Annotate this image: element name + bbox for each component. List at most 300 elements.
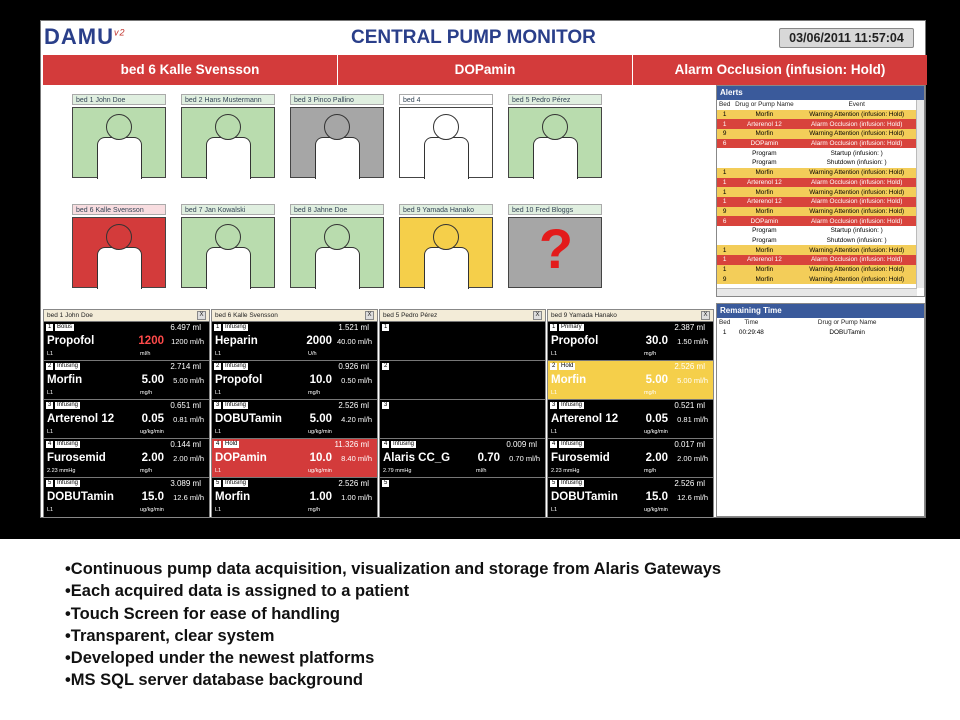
pump-rate-ml: 0.81 ml/h [677,415,708,424]
alert-event: Startup (infusion: ) [830,149,883,157]
pump-unit: mg/h [644,468,657,474]
bed-label: bed 4 [399,94,493,105]
pump-unit: U/h [308,351,317,357]
alert-bed: 1 [722,266,727,274]
pump-channel[interactable] [548,321,713,360]
pump-unit: ug/kg/min [308,468,332,474]
alert-drug: Arterenol 12 [746,178,782,186]
remaining-col-time: Time [744,319,759,327]
alert-row[interactable] [717,207,917,217]
alert-drug: Morfin [755,130,774,138]
pump-panel [547,309,714,518]
remaining-time-title: Remaining Time [717,304,924,318]
remaining-bed: 1 [722,329,727,337]
pump-rate-ml: 12.6 ml/h [173,493,204,502]
pump-channel[interactable] [380,438,545,477]
pump-rate-ml: 0.81 ml/h [173,415,204,424]
pump-unit: mg/h [308,390,321,396]
bullet-item: •Each acquired data is assigned to a patient [65,582,410,601]
pump-rate-ml: 1.00 ml/h [341,493,372,502]
pump-channel[interactable] [548,399,713,438]
alert-bed [717,158,732,168]
pump-status-badge: Infusing [57,480,79,486]
pump-rate-ml: 40.00 ml/h [336,337,372,346]
alert-row[interactable] [717,110,917,120]
bed-tile[interactable] [72,204,166,288]
alert-bed: 9 [722,207,727,215]
pump-status-badge: Hold [561,363,574,369]
pump-rate: 2.00 [645,452,668,464]
pump-line: 2.79 mmHg [383,468,412,474]
pump-number: 5 [552,480,556,486]
pump-number: 1 [384,324,388,330]
pump-unit: ug/kg/min [140,429,164,435]
pump-volume: 2.526 ml [338,479,369,488]
alert-event: Alarm Occlusion (infusion: Hold) [811,120,903,128]
alerts-col-drug: Drug or Pump Name [735,101,794,109]
remaining-time-panel [716,303,925,517]
pump-line: L1 [551,351,558,357]
alert-bed: 1 [722,111,727,119]
pump-rate: 5.00 [309,413,332,425]
pump-number: 3 [216,402,220,408]
alert-bed: 1 [722,169,727,177]
alert-row[interactable] [717,245,917,255]
pump-channel[interactable] [380,360,545,399]
pump-line: L1 [215,468,222,474]
alert-row[interactable] [717,255,917,265]
alert-drug: Program [752,159,777,167]
alert-row[interactable] [717,158,917,168]
pump-channel[interactable] [548,360,713,399]
alert-bed: 1 [722,120,727,128]
patient-body-icon [424,137,469,179]
alert-drug: Arterenol 12 [746,198,782,206]
pump-unit: mg/h [140,390,153,396]
unknown-patient-icon: ? [538,217,574,280]
alert-drug: Morfin [755,169,774,177]
pump-status-badge: Infusing [225,324,247,330]
bullet-item: •Transparent, clear system [65,626,275,645]
pump-rate: 10.0 [309,452,332,464]
alert-row[interactable] [717,178,917,188]
remaining-time: 00:29:48 [738,329,764,337]
pump-rate-ml: 12.6 ml/h [677,493,708,502]
pump-panel [43,309,210,518]
remaining-time-table [717,318,924,337]
alert-bed: 1 [722,198,727,206]
alerts-col-bed: Bed [719,101,731,109]
pump-number: 1 [48,324,52,330]
pump-number: 3 [552,402,556,408]
pump-number: 5 [216,480,220,486]
alarm-bed: bed 6 Kalle Svensson [43,55,338,85]
pump-channel[interactable] [212,438,377,477]
bed-label: bed 6 Kalle Svensson [72,204,166,215]
patient-body-icon [533,137,578,179]
bed-status-box [181,217,275,288]
alert-bed: 6 [722,217,727,225]
alert-drug: Program [752,149,777,157]
pump-number: 5 [48,480,52,486]
bed-tile[interactable] [508,204,602,288]
bed-status-box [290,217,384,288]
alerts-title: Alerts [717,86,924,100]
bed-status-box [72,217,166,288]
bed-label: bed 9 Yamada Hanako [399,204,493,215]
pump-panel-patient: bed 5 Pedro Pérez [383,312,438,319]
pump-number: 3 [48,402,52,408]
pump-channel[interactable] [44,477,209,516]
alerts-table [717,100,917,284]
alarm-banner[interactable] [43,55,927,85]
pump-line: 2.23 mmHg [551,468,580,474]
alert-event: Warning Attention (infusion: Hold) [809,275,905,283]
pump-volume: 0.144 ml [170,440,201,449]
pump-rate: 15.0 [645,491,668,503]
pump-panel-patient: bed 6 Kalle Svensson [215,312,278,319]
pump-panel-header [212,310,377,321]
pump-line: L1 [47,351,54,357]
alert-bed: 1 [722,178,727,186]
pump-number: 1 [216,324,220,330]
alert-drug: Arterenol 12 [746,256,782,264]
pump-line: L1 [551,507,558,513]
pump-rate-ml: 4.20 ml/h [341,415,372,424]
alerts-col-event: Event [848,101,865,109]
pump-rate-ml: 2.00 ml/h [677,454,708,463]
alert-event: Shutdown (infusion: ) [826,236,887,244]
bed-status-box [399,217,493,288]
pump-status-badge: Infusing [57,363,79,369]
alert-row[interactable] [717,216,917,226]
pump-panel-patient: bed 1 John Doe [47,312,93,319]
pump-rate-ml: 0.50 ml/h [341,376,372,385]
pump-volume: 2.714 ml [170,362,201,371]
alert-drug: Program [752,227,777,235]
bed-label: bed 1 John Doe [72,94,166,105]
alarm-drug: DOPamin [338,55,633,85]
patient-head-icon [324,114,350,140]
alert-drug: Morfin [755,266,774,274]
bed-status-box [508,217,602,288]
pump-rate: 10.0 [309,374,332,386]
bed-status-box [72,107,166,178]
pump-status-badge: Infusing [57,402,79,408]
pump-rate: 30.0 [645,335,668,347]
alert-row[interactable] [717,236,917,246]
bullet-item: •Touch Screen for ease of handling [65,604,341,623]
close-icon[interactable]: X [365,311,374,320]
alert-bed [717,236,732,246]
pump-line: L1 [215,507,222,513]
alert-event: Alarm Occlusion (infusion: Hold) [811,217,903,225]
pump-channel[interactable] [380,477,545,516]
pump-rate: 2000 [306,335,332,347]
patient-body-icon [424,247,469,289]
alert-event: Warning Attention (infusion: Hold) [809,169,905,177]
bed-label: bed 8 Jahne Doe [290,204,384,215]
pump-rate-ml: 1200 ml/h [171,337,204,346]
alert-drug: Morfin [755,275,774,283]
remaining-drug: DOBUTamin [829,329,865,337]
patient-head-icon [542,114,568,140]
alert-row[interactable] [717,148,917,158]
pump-number: 2 [384,363,388,369]
pump-unit: ml/h [476,468,487,474]
pump-rate: 5.00 [645,374,668,386]
pump-volume: 2.526 ml [338,401,369,410]
alert-row[interactable] [717,226,917,236]
alert-event: Alarm Occlusion (infusion: Hold) [811,178,903,186]
alert-bed: 1 [722,188,727,196]
pump-volume: 2.387 ml [674,323,705,332]
feature-bullets [65,558,721,692]
pump-drug: Furosemid [47,452,106,464]
alert-bed: 9 [722,130,727,138]
close-icon[interactable]: X [197,311,206,320]
bed-status-box [399,107,493,178]
pump-rate-ml: 2.00 ml/h [173,454,204,463]
pump-volume: 2.526 ml [674,362,705,371]
alert-drug: Morfin [755,246,774,254]
pump-channel[interactable] [44,360,209,399]
pump-drug: Arterenol 12 [551,413,619,425]
pump-rate-ml: 5.00 ml/h [677,376,708,385]
alert-drug: Morfin [755,207,774,215]
pump-unit: mg/h [644,351,657,357]
alert-bed: 6 [722,140,727,148]
pump-line: 2.23 mmHg [47,468,76,474]
patient-body-icon [206,137,251,179]
pump-unit: ug/kg/min [644,429,668,435]
pump-drug: Morfin [215,491,251,503]
pump-line: L1 [551,390,558,396]
pump-status-badge: Infusing [225,480,247,486]
pump-channel[interactable] [548,477,713,516]
pump-number: 4 [384,441,388,447]
pump-status-badge: Infusing [225,363,247,369]
pump-number: 2 [552,363,556,369]
pump-rate-ml: 5.00 ml/h [173,376,204,385]
alert-row[interactable] [717,187,917,197]
alert-event: Alarm Occlusion (infusion: Hold) [811,140,903,148]
alerts-panel [716,85,925,297]
alert-drug: Morfin [755,111,774,119]
alert-row[interactable] [717,265,917,275]
pump-number: 1 [552,324,556,330]
pump-rate: 0.05 [645,413,668,425]
pump-number: 4 [48,441,52,447]
alert-row[interactable] [717,119,917,129]
remaining-row[interactable] [717,328,924,338]
pump-unit: ug/kg/min [140,507,164,513]
pump-channel[interactable] [44,321,209,360]
pump-number: 5 [384,480,388,486]
alert-drug: DOPamin [750,217,779,225]
bed-label: bed 3 Pinco Pallino [290,94,384,105]
pump-channel[interactable] [380,321,545,360]
alert-event: Warning Attention (infusion: Hold) [809,130,905,138]
pump-panel [211,309,378,518]
alarm-message: Alarm Occlusion (infusion: Hold) [674,62,886,77]
pump-volume: 0.521 ml [674,401,705,410]
pump-rate: 15.0 [141,491,164,503]
alert-drug: DOPamin [750,140,779,148]
bullet-item: •MS SQL server database background [65,671,363,690]
bed-tile[interactable] [508,94,602,178]
pump-number: 3 [384,402,388,408]
pump-number: 4 [552,441,556,447]
app-window [40,20,926,518]
pump-drug: DOBUTamin [47,491,114,503]
bed-label: bed 7 Jan Kowalski [181,204,275,215]
patient-head-icon [433,114,459,140]
alert-row[interactable] [717,168,917,178]
pump-volume: 11.326 ml [334,440,369,449]
alert-drug: Program [752,236,777,244]
pump-channel[interactable] [548,438,713,477]
pump-line: L1 [551,429,558,435]
pump-line: L1 [215,429,222,435]
patient-head-icon [433,224,459,250]
pump-panel [379,309,546,518]
remaining-col-bed: Bed [719,319,731,327]
patient-body-icon [315,137,360,179]
pump-channel[interactable] [212,360,377,399]
pump-drug: DOBUTamin [215,413,282,425]
alert-event: Shutdown (infusion: ) [826,159,887,167]
bed-tile[interactable] [290,204,384,288]
alert-bed: 1 [722,246,727,254]
pump-drug: DOBUTamin [551,491,618,503]
alert-event: Warning Attention (infusion: Hold) [809,207,905,215]
patient-head-icon [215,224,241,250]
bed-tile[interactable] [181,94,275,178]
pump-unit: mg/h [308,507,321,513]
alert-event: Warning Attention (infusion: Hold) [809,266,905,274]
bed-status-box [181,107,275,178]
pump-line: L1 [47,507,54,513]
pump-status-badge: Hold [225,441,238,447]
pump-line: L1 [47,429,54,435]
bullet-item: •Developed under the newest platforms [65,649,375,668]
alert-event: Warning Attention (infusion: Hold) [809,111,905,119]
alert-event: Warning Attention (infusion: Hold) [809,246,905,254]
patient-head-icon [106,224,132,250]
pump-unit: ml/h [140,351,151,357]
datetime-display: 03/06/2011 11:57:04 [779,28,914,48]
pump-status-badge: Primary [561,324,582,330]
pump-drug: Morfin [551,374,587,386]
alert-event: Startup (infusion: ) [830,227,883,235]
pump-line: L1 [215,390,222,396]
pump-rate-ml: 0.70 ml/h [509,454,540,463]
bed-label: bed 2 Hans Mustermann [181,94,275,105]
pump-panel-header [380,310,545,321]
bed-tile[interactable] [72,94,166,178]
bed-label: bed 10 Fred Bloggs [508,204,602,215]
pump-drug: Propofol [551,335,599,347]
alert-bed [717,148,732,158]
pump-rate: 0.70 [477,452,500,464]
pump-channel[interactable] [44,438,209,477]
bed-tile[interactable] [399,94,493,178]
alerts-scrollbar[interactable] [916,100,924,288]
alert-event: Alarm Occlusion (infusion: Hold) [811,198,903,206]
page-title: CENTRAL PUMP MONITOR [351,27,596,48]
patient-head-icon [106,114,132,140]
pump-channel[interactable] [44,399,209,438]
pump-rate: 1.00 [309,491,332,503]
pump-channel[interactable] [212,321,377,360]
close-icon[interactable]: X [533,311,542,320]
close-icon[interactable]: X [701,311,710,320]
pump-status-badge: Infusing [225,402,247,408]
bed-tile[interactable] [290,94,384,178]
bed-tile[interactable] [399,204,493,288]
pump-channel[interactable] [212,399,377,438]
pump-volume: 0.926 ml [338,362,369,371]
damu-logo: $DAMU^{v2}$ [44,24,126,49]
patient-head-icon [324,224,350,250]
pump-drug: Arterenol 12 [47,413,115,425]
alert-drug: Morfin [755,188,774,196]
pump-drug: Furosemid [551,452,610,464]
bed-tile[interactable] [181,204,275,288]
pump-status-badge: Infusing [561,480,583,486]
pump-rate: 2.00 [141,452,164,464]
alert-row[interactable] [717,139,917,149]
patient-body-icon [97,247,142,289]
pump-volume: 3.089 ml [170,479,201,488]
pump-line: L1 [47,390,54,396]
pump-line: L1 [215,351,222,357]
pump-status-badge: Infusing [561,441,583,447]
pump-drug: Propofol [47,335,95,347]
alert-row[interactable] [717,197,917,207]
pump-volume: 2.526 ml [674,479,705,488]
pump-drug: Alaris CC_G [383,452,451,464]
pump-unit: ug/kg/min [308,429,332,435]
pump-panel-patient: bed 9 Yamada Hanako [551,312,617,319]
pump-panel-header [548,310,713,321]
pump-drug: DOPamin [215,452,267,464]
alerts-hscrollbar[interactable] [717,288,917,296]
remaining-col-drug: Drug or Pump Name [817,319,877,327]
bed-label: bed 5 Pedro Pérez [508,94,602,105]
bed-status-box [508,107,602,178]
pump-drug: Morfin [47,374,83,386]
pump-rate-ml: 1.50 ml/h [677,337,708,346]
pump-rate: 0.05 [141,413,164,425]
pump-number: 4 [216,441,220,447]
pump-channel[interactable] [380,399,545,438]
pump-unit: ug/kg/min [644,507,668,513]
alert-row[interactable] [717,274,917,284]
pump-volume: 0.009 ml [506,440,537,449]
pump-channel[interactable] [212,477,377,516]
alert-row[interactable] [717,129,917,139]
pump-rate-ml: 8.40 ml/h [341,454,372,463]
alert-event: Warning Attention (infusion: Hold) [809,188,905,196]
pump-rate: 5.00 [141,374,164,386]
pump-volume: 1.521 ml [338,323,369,332]
alert-event: Alarm Occlusion (infusion: Hold) [811,256,903,264]
pump-unit: mg/h [140,468,153,474]
alert-bed: 1 [722,256,727,264]
patient-body-icon [97,137,142,179]
